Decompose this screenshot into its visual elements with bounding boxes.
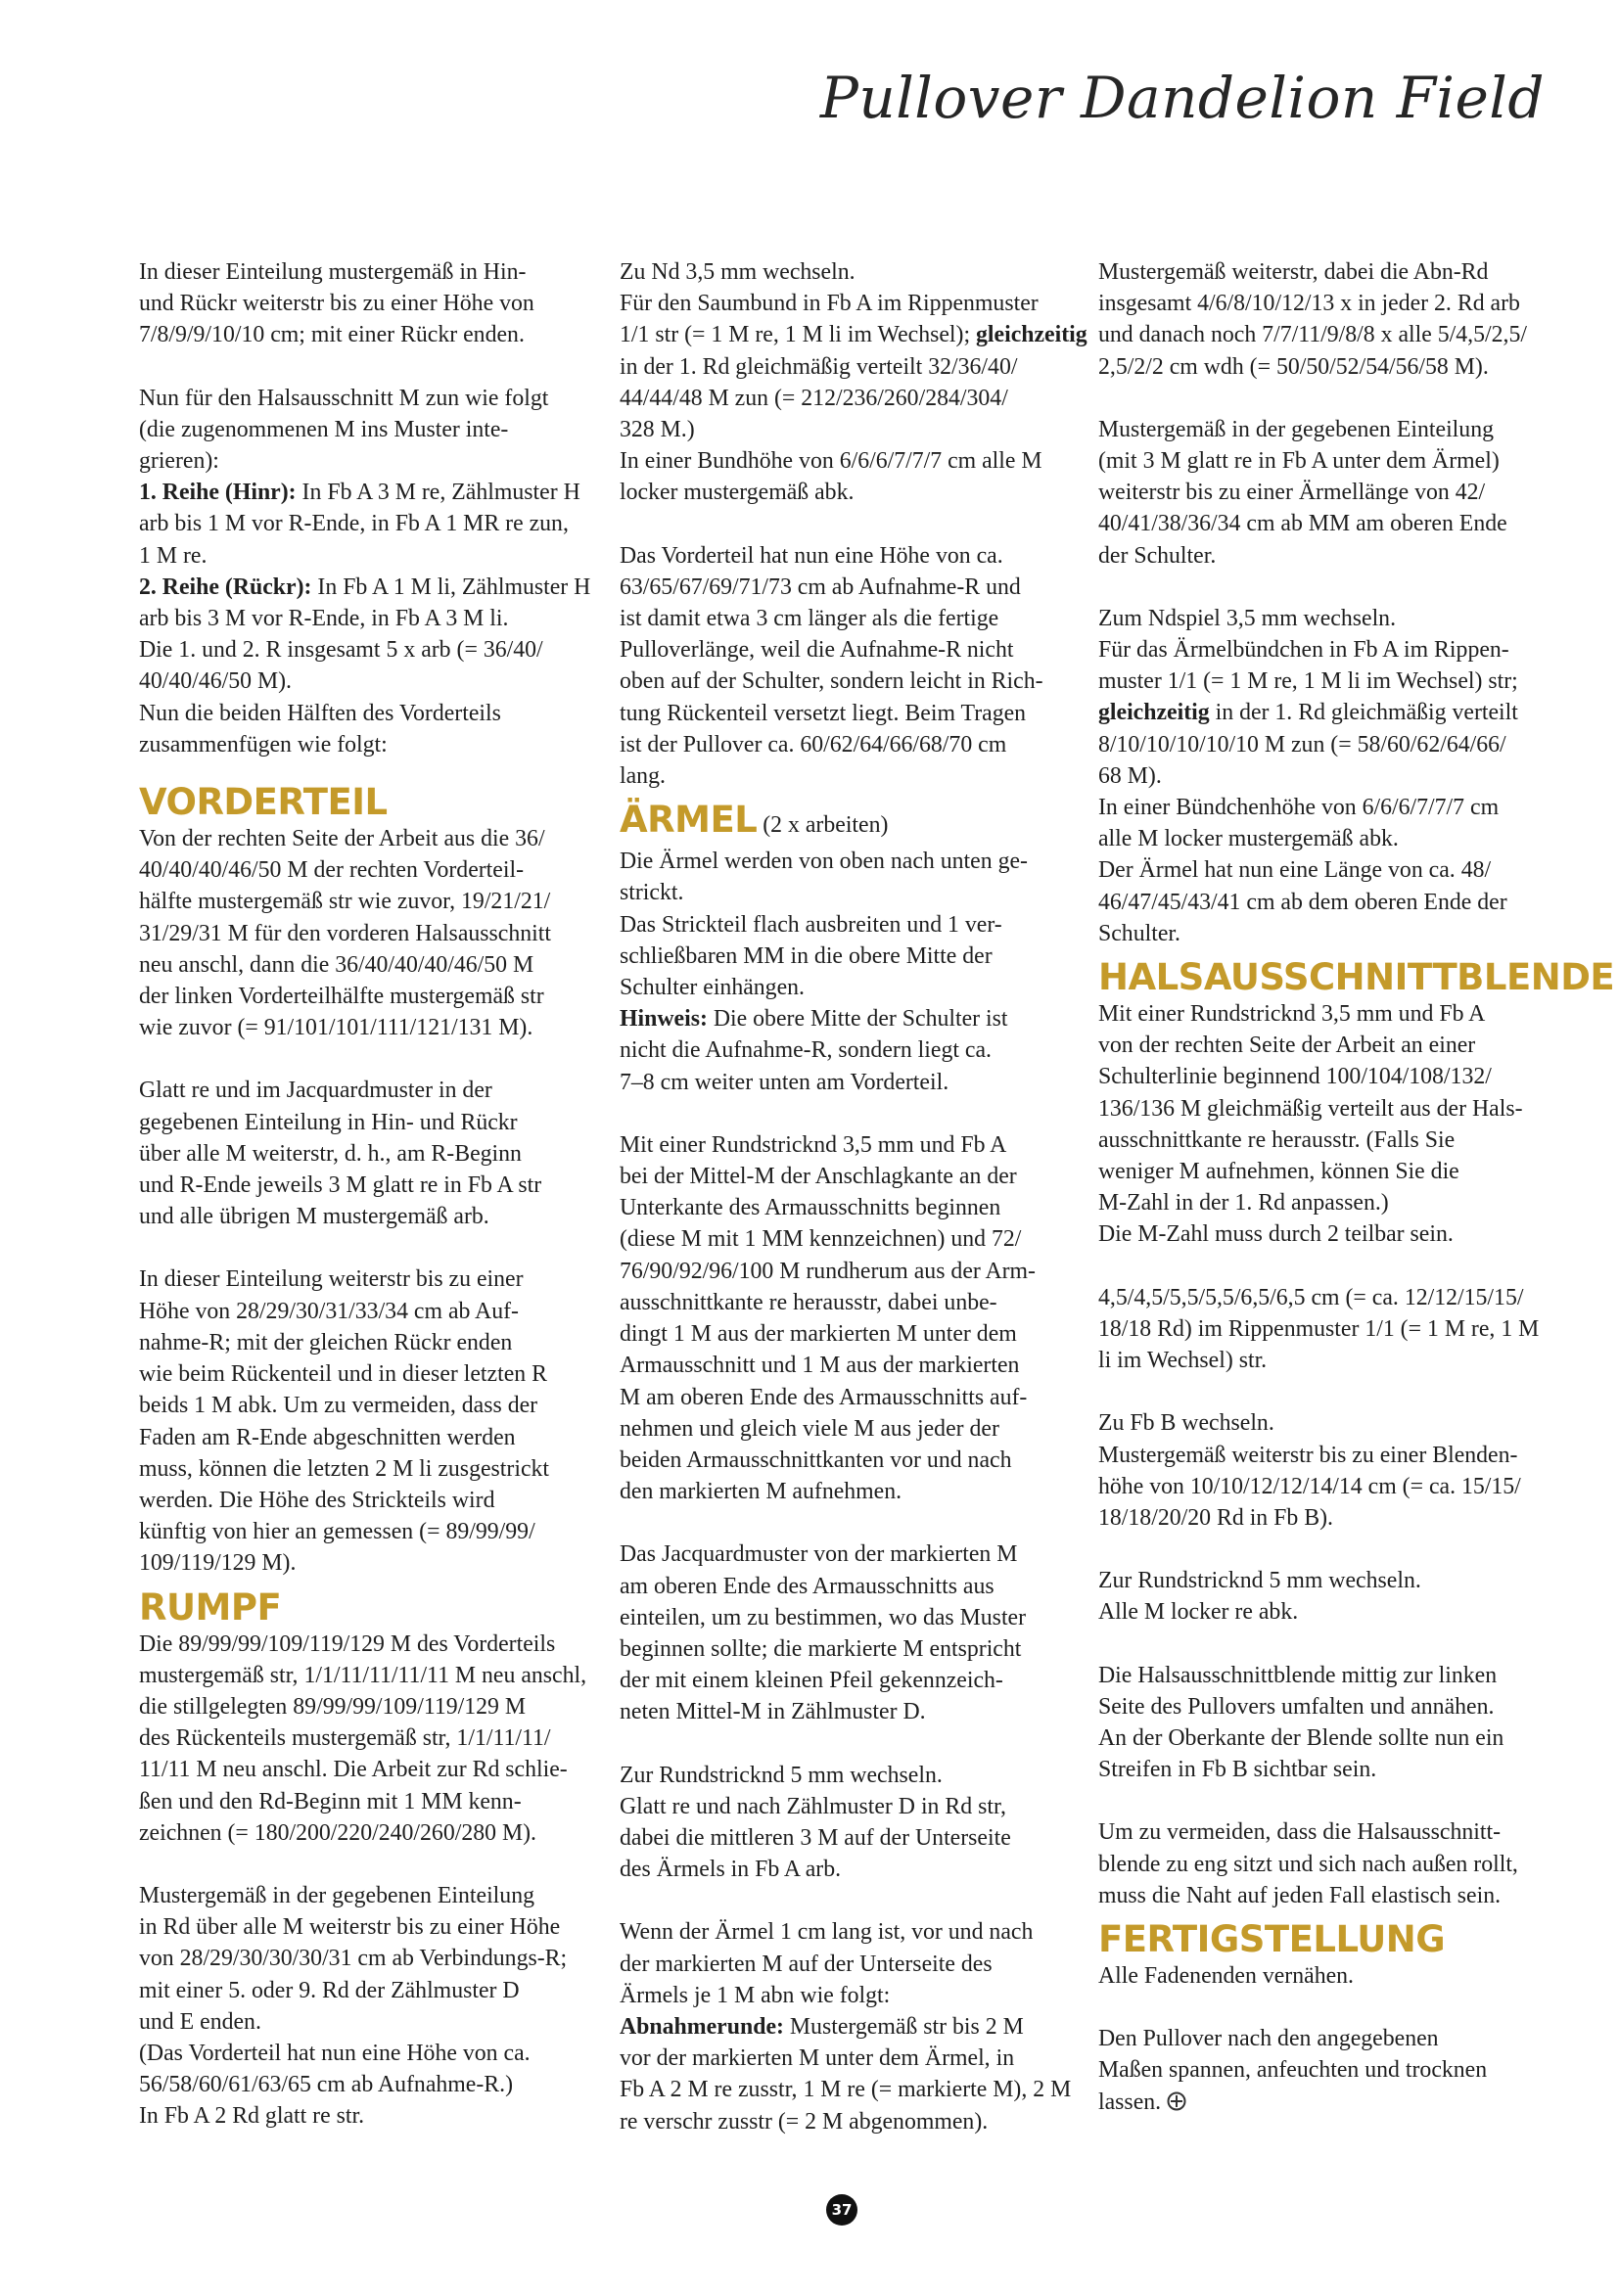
heading-fertigstellung: FERTIGSTELLUNG [1098,1917,1446,1960]
paragraph [1098,1816,1558,1911]
paragraph [139,823,599,1043]
text-line: 68 M). [1098,762,1162,789]
text-line: weiterstr bis zu einer Ärmellänge von 42/ [1098,480,1486,506]
text-line: In Fb A 2 Rd glatt re str. [139,2103,365,2130]
text-line: strickt. [620,880,684,906]
text-line: Für das Ärmelbündchen in Fb A im Rippen- [1098,637,1509,664]
paragraph: Zum Ndspiel 3,5 mm wechseln. Für das Ärmelbündchen in Fb A im Rippen- muster 1/1 (= 1 M re, 1 M li im Wechsel) str; gleichzeitig in der 1. Rd gleichmäßig verteilt 8/10/10/10/10/10 M zun (= 58/60/62/64/66/ 68 M). In einer Bündchenhöhe von 6/6/6/7/7/7 cm alle M locker mustergemäß abk. Der Ärmel hat nun eine Länge von ca. 48/ 46/47/45/43/41 cm ab dem oberen Ende der Schulter. [1098,603,1558,949]
text-line: einteilen, um zu bestimmen, wo das Muster [620,1604,1027,1630]
page-number: 37 [826,2194,857,2226]
text-line: In dieser Einteilung weiterstr bis zu einer [139,1266,524,1293]
text-line: insgesamt 4/6/8/10/12/13 x in jeder 2. Rd arb [1098,291,1520,317]
text-line: Der Ärmel hat nun eine Länge von ca. 48/ [1098,857,1492,884]
text-line: Alle Fadenenden vernähen. [1098,1962,1354,1989]
text-line: Unterkante des Armausschnitts beginnen [620,1195,1001,1221]
text-line: locker mustergemäß abk. [620,480,855,506]
text-line: 46/47/45/43/41 cm ab dem oberen Ende der [1098,889,1507,915]
text-line: Mustergemäß in der gegebenen Einteilung [139,1882,534,1908]
text-line: Zur Rundstricknd 5 mm wechseln. [1098,1568,1421,1594]
text-line: (die zugenommenen M ins Muster inte- [139,416,509,442]
text-line: Die 89/99/99/109/119/129 M des Vorderteils [139,1630,556,1657]
text-line: ausschnittkante re herausstr, dabei unbe- [620,1289,997,1315]
text-line: zusammenfügen wie folgt: [139,731,388,758]
text-line: (mit 3 M glatt re in Fb A unter dem Ärmel) [1098,448,1500,475]
text-line: alle M locker mustergemäß abk. [1098,826,1399,852]
paragraph [620,540,1080,793]
paragraph [1098,1407,1558,1534]
text-line: Schulter einhängen. [620,975,805,1001]
text-line: hälfte mustergemäß str wie zuvor, 19/21/21/ [139,889,551,915]
text-line: in Rd über alle M weiterstr bis zu einer Höhe [139,1914,561,1941]
text-line: Die 1. und 2. R insgesamt 5 x arb (= 36/40/ [139,637,543,664]
text-line: neu anschl, dann die 36/40/40/40/46/50 M [139,951,534,978]
text-line: Glatt re und im Jacquardmuster in der [139,1078,492,1104]
text-line: wie beim Rückenteil und in dieser letzten R [139,1361,547,1388]
text-line: Ärmels je 1 M abn wie folgt: [620,1982,891,2008]
text-line: arb bis 3 M vor R-Ende, in Fb A 3 M li. [139,606,509,632]
text-line: beginnen sollte; die markierte M entspricht [620,1635,1022,1662]
text-line: re verschr zusstr (= 2 M abgenommen). [620,2108,989,2135]
text-line: tung Rückenteil versetzt liegt. Beim Tragen [620,700,1027,726]
text-line: nehmen und gleich viele M aus jeder der [620,1415,999,1442]
text-line: Nun die beiden Hälften des Vorderteils [139,700,501,726]
paragraph: Zu Nd 3,5 mm wechseln. Für den Saumbund in Fb A im Rippenmuster 1/1 str (= 1 M re, 1 M li im Wechsel); gleichzeitig in der 1. Rd gleichmäßig verteilt 32/36/40/ 44/44/48 M zun (= 212/236/260/284/304/ 328 M.) In einer Bundhöhe von 6/6/6/7/7/7 cm alle M locker mustergemäß abk. [620,256,1080,509]
text-line: von 28/29/30/30/30/31 cm ab Verbindungs-R; [139,1946,568,1972]
text-line: arb bis 1 M vor R-Ende, in Fb A 1 MR re zun, [139,511,569,537]
paragraph [1098,1660,1558,1786]
text-line: von der rechten Seite der Arbeit an einer [1098,1033,1476,1059]
text-line: dingt 1 M aus der markierten M unter dem [620,1321,1017,1348]
paragraph [139,256,599,351]
text-line: und danach noch 7/7/11/9/8/8 x alle 5/4,5/2,5/ [1098,322,1527,348]
text-line: und alle übrigen M mustergemäß arb. [139,1204,489,1230]
paragraph: Den Pullover nach den angegebenen Maßen spannen, anfeuchten und trocknen lassen. [1098,2023,1558,2118]
text-line: ßen und den Rd-Beginn mit 1 MM kenn- [139,1788,522,1814]
text-line: Wenn der Ärmel 1 cm lang ist, vor und nach [620,1919,1034,1946]
page-title: Pullover Dandelion Field [819,65,1545,131]
row-2-label: 2. Reihe (Rückr): [139,574,312,600]
text-line: ist der Pullover ca. 60/62/64/66/68/70 cm [620,731,1007,758]
text-line: grieren): [139,448,219,475]
text-line: ausschnittkante re herausstr. (Falls Sie [1098,1126,1456,1153]
text-line: In dieser Einteilung mustergemäß in Hin- [139,259,527,285]
paragraph [139,1075,599,1232]
row-1-label: 1. Reihe (Hinr): [139,480,297,506]
text-line: 7–8 cm weiter unten am Vorderteil. [620,1069,949,1095]
text-line: und E enden. [139,2008,261,2035]
text-line: den markierten M aufnehmen. [620,1479,902,1505]
text-line: mit einer 5. oder 9. Rd der Zählmuster D [139,1977,520,2003]
text-line: 76/90/92/96/100 M rundherum aus der Arm- [620,1258,1036,1284]
hinweis-label: Hinweis: [620,1006,708,1033]
column-2 [620,256,1087,2137]
paragraph [620,1538,1080,1727]
text-line: Glatt re und nach Zählmuster D in Rd str, [620,1793,1006,1819]
text-line: (Das Vorderteil hat nun eine Höhe von ca. [139,2040,531,2066]
paragraph [1098,1282,1558,1377]
text-line: 63/65/67/69/71/73 cm ab Aufnahme-R und [620,574,1021,600]
text-line: 40/40/46/50 M). [139,668,293,695]
text-line: über alle M weiterstr, d. h., am R-Beginn [139,1140,522,1167]
text-line: Schulterlinie beginnend 100/104/108/132/ [1098,1064,1492,1090]
text-line: in der 1. Rd gleichmäßig verteilt 32/36/40/ [620,353,1018,380]
text-line: Streifen in Fb B sichtbar sein. [1098,1757,1377,1783]
text-line: muss die Naht auf jeden Fall elastisch sein. [1098,1882,1502,1908]
text-line: weniger M aufnehmen, können Sie die [1098,1159,1459,1185]
text-line: Faden am R-Ende abgeschnitten werden [139,1424,516,1450]
text-line: am oberen Ende des Armausschnitts aus [620,1573,995,1599]
text-line: li im Wechsel) str. [1098,1348,1268,1374]
text-line: Die M-Zahl muss durch 2 teilbar sein. [1098,1221,1454,1248]
text-line: 1 M re. [139,542,208,569]
text-line: schließbaren MM in die obere Mitte der [620,942,993,969]
abnahmerunde-label: Abnahmerunde: [620,2013,784,2040]
text-line: Nun für den Halsausschnitt M zun wie folgt [139,385,549,411]
text-line: bei der Mittel-M der Anschlagkante an der [620,1164,1017,1190]
text-line: Schulter. [1098,920,1180,946]
text-line: muster 1/1 (= 1 M re, 1 M li im Wechsel) str; [1098,668,1518,695]
text-line: Mit einer Rundstricknd 3,5 mm und Fb A [1098,1001,1486,1028]
heading-vorderteil: VORDERTEIL [139,781,388,824]
text-line: höhe von 10/10/12/12/14/14 cm (= ca. 15/15/ [1098,1473,1521,1499]
text-line: 8/10/10/10/10/10 M zun (= 58/60/62/64/66/ [1098,731,1506,758]
paragraph [1098,1565,1558,1628]
text-line: gegebenen Einteilung in Hin- und Rückr [139,1109,518,1135]
text-line: 2,5/2/2 cm wdh (= 50/50/52/54/56/58 M). [1098,353,1489,380]
text-line: werden. Die Höhe des Strickteils wird [139,1487,495,1513]
text-line: Das Vorderteil hat nun eine Höhe von ca. [620,542,1003,569]
text-line: der mit einem kleinen Pfeil gekennzeich- [620,1668,1003,1694]
text-line: Alle M locker re abk. [1098,1599,1299,1626]
text-line: muss, können die letzten 2 M li zusgestrickt [139,1455,550,1482]
text-line: mustergemäß str, 1/1/11/11/11/11 M neu anschl, [139,1662,587,1688]
text-line: künftig von hier an gemessen (= 89/99/99/ [139,1519,535,1545]
text-line: Mustergemäß in der gegebenen Einteilung [1098,416,1494,442]
text-line: 18/18 Rd) im Rippenmuster 1/1 (= 1 M re, 1 M [1098,1315,1540,1342]
text-line: Mustergemäß weiterstr, dabei die Abn-Rd [1098,259,1489,285]
text-line: 40/40/40/46/50 M der rechten Vorderteil- [139,857,525,884]
text-line: 328 M.) [620,417,695,443]
paragraph [1098,414,1558,572]
text-line: zeichnen (= 180/200/220/240/260/280 M). [139,1819,537,1846]
paragraph [139,1880,599,2133]
text-line: 4,5/4,5/5,5/5,5/6,5/6,5 cm (= ca. 12/12/15/15/ [1098,1284,1524,1310]
paragraph: Nun für den Halsausschnitt M zun wie folgt (die zugenommenen M ins Muster inte- grieren): 1. Reihe (Hinr): In Fb A 3 M re, Zählmuster H arb bis 1 M vor R-Ende, in Fb A 1 MR re zun, 1 M re. 2. Reihe (Rückr): In Fb A 1 M li, Zählmuster H arb bis 3 M vor R-Ende, in Fb A 3 M li. Die 1. und 2. R insgesamt 5 x arb (= 36/40/ 40/40/46/50 M). Nun die beiden Hälften des Vorderteils zusammenfügen wie folgt: [139,383,599,760]
text-line: Zum Ndspiel 3,5 mm wechseln. [1098,605,1397,631]
text-line: Fb A 2 M re zusstr, 1 M re (= markierte M), 2 M [620,2077,1072,2103]
text-line: 109/119/129 M). [139,1550,297,1577]
text-line: dabei die mittleren 3 M auf der Unterseite [620,1824,1011,1851]
text-line: Mustergemäß weiterstr bis zu einer Blenden- [1098,1442,1518,1468]
text-line: 40/41/38/36/34 cm ab MM am oberen Ende [1098,511,1507,537]
text-line: An der Oberkante der Blende sollte nun ein [1098,1724,1504,1751]
text-line: neten Mittel-M in Zählmuster D. [620,1699,926,1725]
column-1 [139,256,599,2133]
text-line: (diese M mit 1 MM kennzeichnen) und 72/ [620,1226,1022,1253]
text-line: Um zu vermeiden, dass die Halsausschnitt- [1098,1819,1502,1846]
text-line: blende zu eng sitzt und sich nach außen rollt, [1098,1851,1518,1877]
text-line: beiden Armausschnittkanten vor und nach [620,1446,1012,1473]
heading-halsausschnittblende: HALSAUSSCHNITTBLENDE [1098,956,1615,999]
text-line: Die Ärmel werden von oben nach unten ge- [620,849,1028,875]
text-line: die stillgelegten 89/99/99/109/119/129 M [139,1693,527,1720]
text-line: 18/18/20/20 Rd in Fb B). [1098,1504,1333,1531]
text-line: Das Jacquardmuster von der markierten M [620,1541,1018,1568]
text-line: 56/58/60/61/63/65 cm ab Aufnahme-R.) [139,2072,514,2098]
text-line: und R-Ende jeweils 3 M glatt re in Fb A str [139,1172,542,1199]
paragraph [139,1629,599,1849]
text-line: Zu Fb B wechseln. [1098,1410,1274,1437]
text-line: ist damit etwa 3 cm länger als die fertige [620,606,999,632]
text-line: Seite des Pullovers umfalten und annähen. [1098,1693,1495,1720]
paragraph [1098,256,1558,383]
paragraph [620,1129,1080,1507]
text-line: In einer Bundhöhe von 6/6/6/7/7/7 cm alle M [620,448,1042,475]
paragraph [139,1263,599,1579]
text-line: vor der markierten M unter dem Ärmel, in [620,2045,1015,2072]
text-line: Von der rechten Seite der Arbeit aus die 36/ [139,826,545,852]
text-line: 31/29/31 M für den vorderen Halsausschnitt [139,920,551,946]
paragraph: Die Ärmel werden von oben nach unten ge- strickt. Das Strickteil flach ausbreiten und 1 ver- schließbaren MM in die obere Mitte der Schulter einhängen. Hinweis: Die obere Mitte der Schulter ist nicht die Aufnahme-R, sondern liegt ca. 7–8 cm weiter unten am Vorderteil. [620,846,1080,1098]
text-line: In einer Bündchenhöhe von 6/6/6/7/7/7 cm [1098,795,1500,821]
text-line: wie zuvor (= 91/101/101/111/121/131 M). [139,1015,533,1041]
paragraph: Wenn der Ärmel 1 cm lang ist, vor und nach der markierten M auf der Unterseite des Ärmels je 1 M abn wie folgt: Abnahmerunde: Mustergemäß str bis 2 M vor der markierten M unter dem Ärmel, in Fb A 2 M re zusstr, 1 M re (= markierte M), 2 M re verschr zusstr (= 2 M abgenommen). [620,1916,1080,2136]
text-line: der linken Vorderteilhälfte mustergemäß str [139,984,544,1010]
text-line: 136/136 M gleichmäßig verteilt aus der Hals- [1098,1095,1523,1122]
heading-rumpf: RUMPF [139,1585,282,1629]
text-line: beids 1 M abk. Um zu vermeiden, dass der [139,1393,538,1419]
text-line: der markierten M auf der Unterseite des [620,1951,993,1977]
text-line: nahme-R; mit der gleichen Rückr enden [139,1329,513,1355]
text-line: Den Pullover nach den angegebenen [1098,2026,1439,2052]
text-line: nicht die Aufnahme-R, sondern liegt ca. [620,1037,992,1064]
paragraph [1098,1960,1558,1992]
text-line: 11/11 M neu anschl. Die Arbeit zur Rd schlie- [139,1757,568,1783]
text-line: Maßen spannen, anfeuchten und trocknen [1098,2057,1488,2084]
text-line: Mit einer Rundstricknd 3,5 mm und Fb A [620,1131,1007,1158]
text-line: Armausschnitt und 1 M aus der markierten [620,1353,1020,1379]
column-3 [1098,256,1615,2118]
text-line: Höhe von 28/29/30/31/33/34 cm ab Auf- [139,1298,519,1324]
text-line: M-Zahl in der 1. Rd anpassen.) [1098,1190,1389,1217]
text-line: M am oberen Ende des Armausschnitts auf- [620,1384,1028,1410]
text-line: Zur Rundstricknd 5 mm wechseln. [620,1762,943,1788]
end-of-pattern-icon [1167,2091,1186,2111]
heading-aermel: ÄRMEL (2 x arbeiten) [620,799,889,842]
text-line: des Ärmels in Fb A arb. [620,1857,842,1883]
text-line: Pulloverlänge, weil die Aufnahme-R nicht [620,637,1014,664]
paragraph [620,1760,1080,1886]
text-line: 44/44/48 M zun (= 212/236/260/284/304/ [620,385,1008,411]
text-line: der Schulter. [1098,542,1217,569]
text-line: und Rückr weiterstr bis zu einer Höhe von [139,291,534,317]
text-line: lang. [620,763,666,790]
text-line: oben auf der Schulter, sondern leicht in Rich- [620,668,1043,695]
text-line: Die Halsausschnittblende mittig zur linken [1098,1662,1498,1688]
text-line: 7/8/9/9/10/10 cm; mit einer Rückr enden. [139,322,525,348]
text-line: Das Strickteil flach ausbreiten und 1 ver- [620,911,1002,938]
text-line: des Rückenteils mustergemäß str, 1/1/11/11/ [139,1725,551,1752]
paragraph [1098,998,1558,1251]
